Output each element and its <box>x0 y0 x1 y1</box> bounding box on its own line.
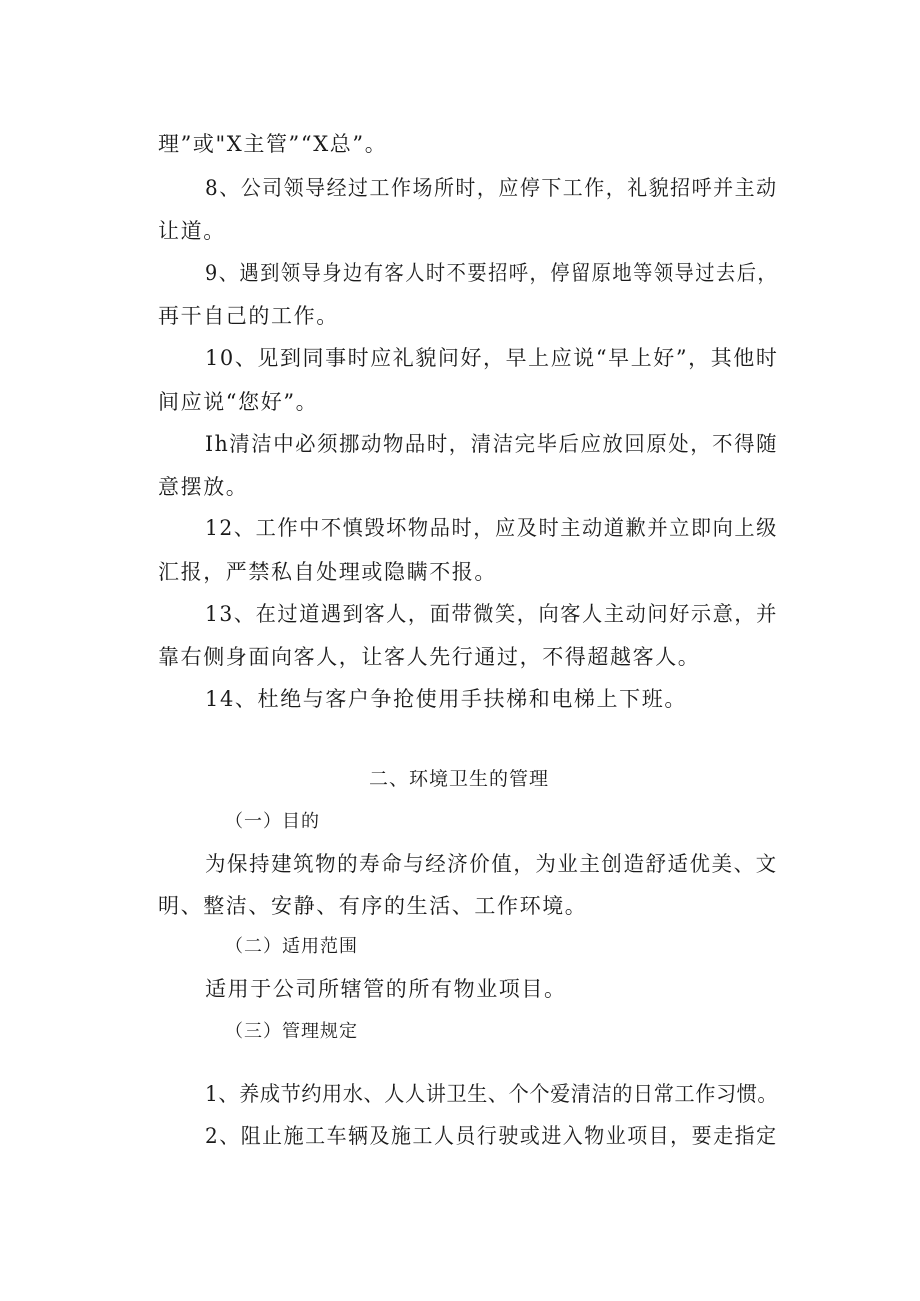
text-line: 14、杜绝与客户争抢使用手扶梯和电梯上下班。 <box>205 687 687 711</box>
scope-text: 适用于公司所辖管的所有物业项目。 <box>205 977 567 1001</box>
rule-item: 1、养成节约用水、人人讲卫生、个个爱清洁的日常工作习惯。 <box>205 1082 779 1106</box>
text-line: 8、公司领导经过工作场所时，应停下工作，礼貌招呼并主动 <box>205 176 778 200</box>
text-line: 10、见到同事时应礼貌问好，早上应说“早上好”，其他时 <box>205 346 779 370</box>
rules-heading: （三）管理规定 <box>225 1021 358 1042</box>
purpose-heading: （一）目的 <box>225 811 320 832</box>
purpose-text-line: 明、整洁、安静、有序的生活、工作环境。 <box>158 894 588 918</box>
text-line: 再干自己的工作。 <box>158 304 339 328</box>
section-title: 二、环境卫生的管理 <box>369 768 550 790</box>
text-line: 间应说“您好”。 <box>158 390 319 414</box>
rule-item: 2、阻止施工车辆及施工人员行驶或进入物业项目，要走指定 <box>205 1124 778 1148</box>
text-line: 13、在过道遇到客人，面带微笑，向客人主动问好示意，并 <box>205 602 778 626</box>
text-line: 让道。 <box>158 219 226 243</box>
text-line: Ih清洁中必须挪动物品时，清洁完毕后应放回原处，不得随 <box>205 432 779 456</box>
text-line: 9、遇到领导身边有客人时不要招呼，停留原地等领导过去后， <box>205 261 779 285</box>
text-line: 12、工作中不慎毁坏物品时，应及时主动道歉并立即向上级 <box>205 516 778 540</box>
text-line: 理”或"X主管”“X总”。 <box>158 132 388 156</box>
text-line: 意摆放。 <box>158 475 249 499</box>
purpose-text-line: 为保持建筑物的寿命与经济价值，为业主创造舒适优美、文 <box>205 852 778 876</box>
text-line: 靠右侧身面向客人，让客人先行通过，不得超越客人。 <box>158 645 701 669</box>
text-line: 汇报，严禁私自处理或隐瞒不报。 <box>158 560 497 584</box>
scope-heading: （二）适用范围 <box>225 936 358 957</box>
